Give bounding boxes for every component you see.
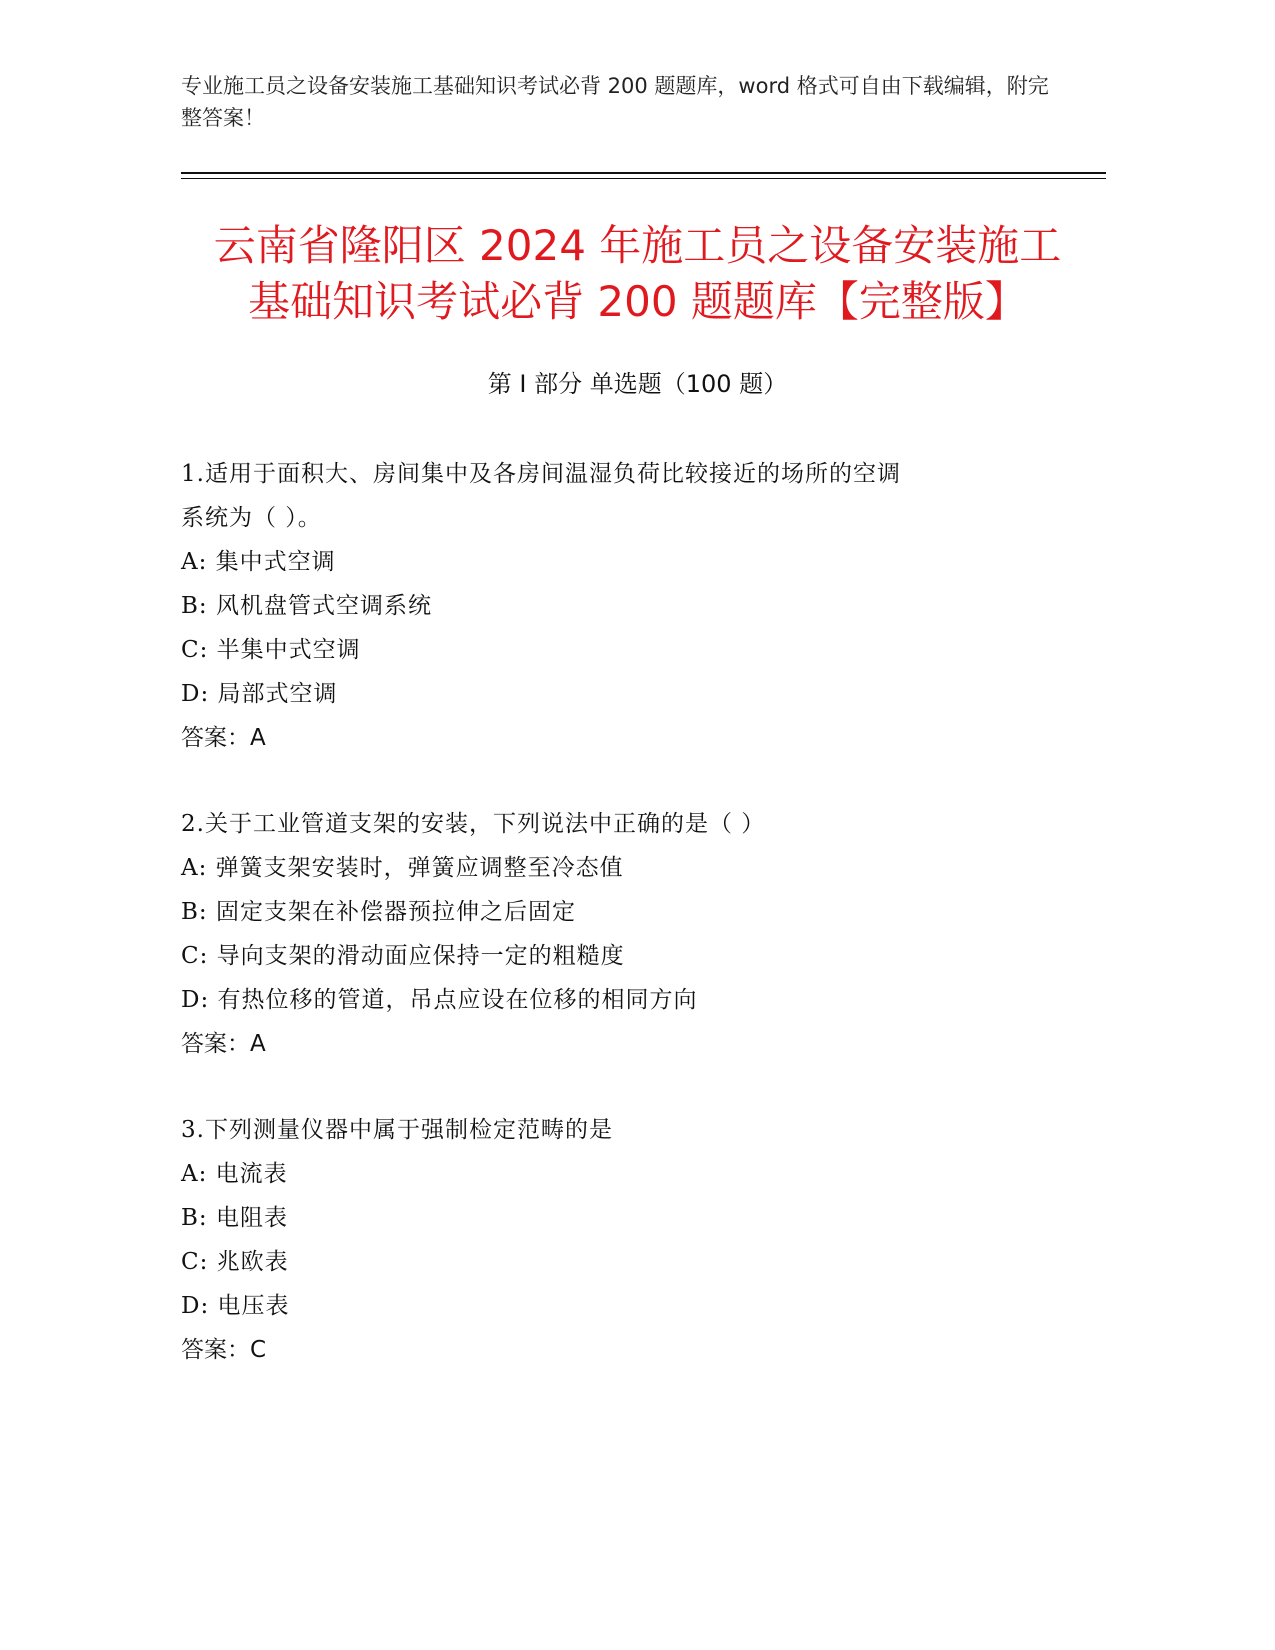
option-a: A: 电流表 <box>181 1161 288 1187</box>
option-a: A: 弹簧支架安装时，弹簧应调整至冷态值 <box>181 855 624 881</box>
question-list <box>181 452 1081 1414</box>
document-title-line-1: 云南省隆阳区 2024 年施工员之设备安装施工 <box>213 221 1062 270</box>
question-stem: 2.关于工业管道支架的安装，下列说法中正确的是（ ） <box>181 811 766 837</box>
option-a: A: 集中式空调 <box>181 549 336 575</box>
option-b: B: 电阻表 <box>181 1205 288 1231</box>
option-d: D: 电压表 <box>181 1293 290 1319</box>
question-1 <box>181 452 1081 760</box>
question-stem-continued: 系统为（ ）。 <box>181 505 322 531</box>
header-divider-thin <box>181 178 1106 179</box>
section-title: 第 I 部分 单选题（100 题） <box>487 370 788 398</box>
option-b: B: 固定支架在补偿器预拉伸之后固定 <box>181 899 576 925</box>
document-title-line-2: 基础知识考试必背 200 题题库【完整版】 <box>248 277 1027 326</box>
document-title <box>170 218 1105 330</box>
answer: 答案：A <box>181 1031 266 1057</box>
option-d: D: 有热位移的管道，吊点应设在位移的相同方向 <box>181 987 698 1013</box>
header-divider-thick <box>181 172 1106 174</box>
option-b: B: 风机盘管式空调系统 <box>181 593 432 619</box>
question-3 <box>181 1108 1081 1372</box>
header-note: 专业施工员之设备安装施工基础知识考试必背 200 题题库，word 格式可自由下载编辑，附完整答案！ <box>181 74 1049 130</box>
answer: 答案：C <box>181 1337 267 1363</box>
answer: 答案：A <box>181 725 266 751</box>
question-2 <box>181 802 1081 1066</box>
option-c: C: 兆欧表 <box>181 1249 289 1275</box>
question-stem: 3.下列测量仪器中属于强制检定范畴的是 <box>181 1117 613 1143</box>
option-d: D: 局部式空调 <box>181 681 338 707</box>
option-c: C: 导向支架的滑动面应保持一定的粗糙度 <box>181 943 625 969</box>
option-c: C: 半集中式空调 <box>181 637 361 663</box>
question-stem: 1.适用于面积大、房间集中及各房间温湿负荷比较接近的场所的空调 <box>181 461 901 487</box>
